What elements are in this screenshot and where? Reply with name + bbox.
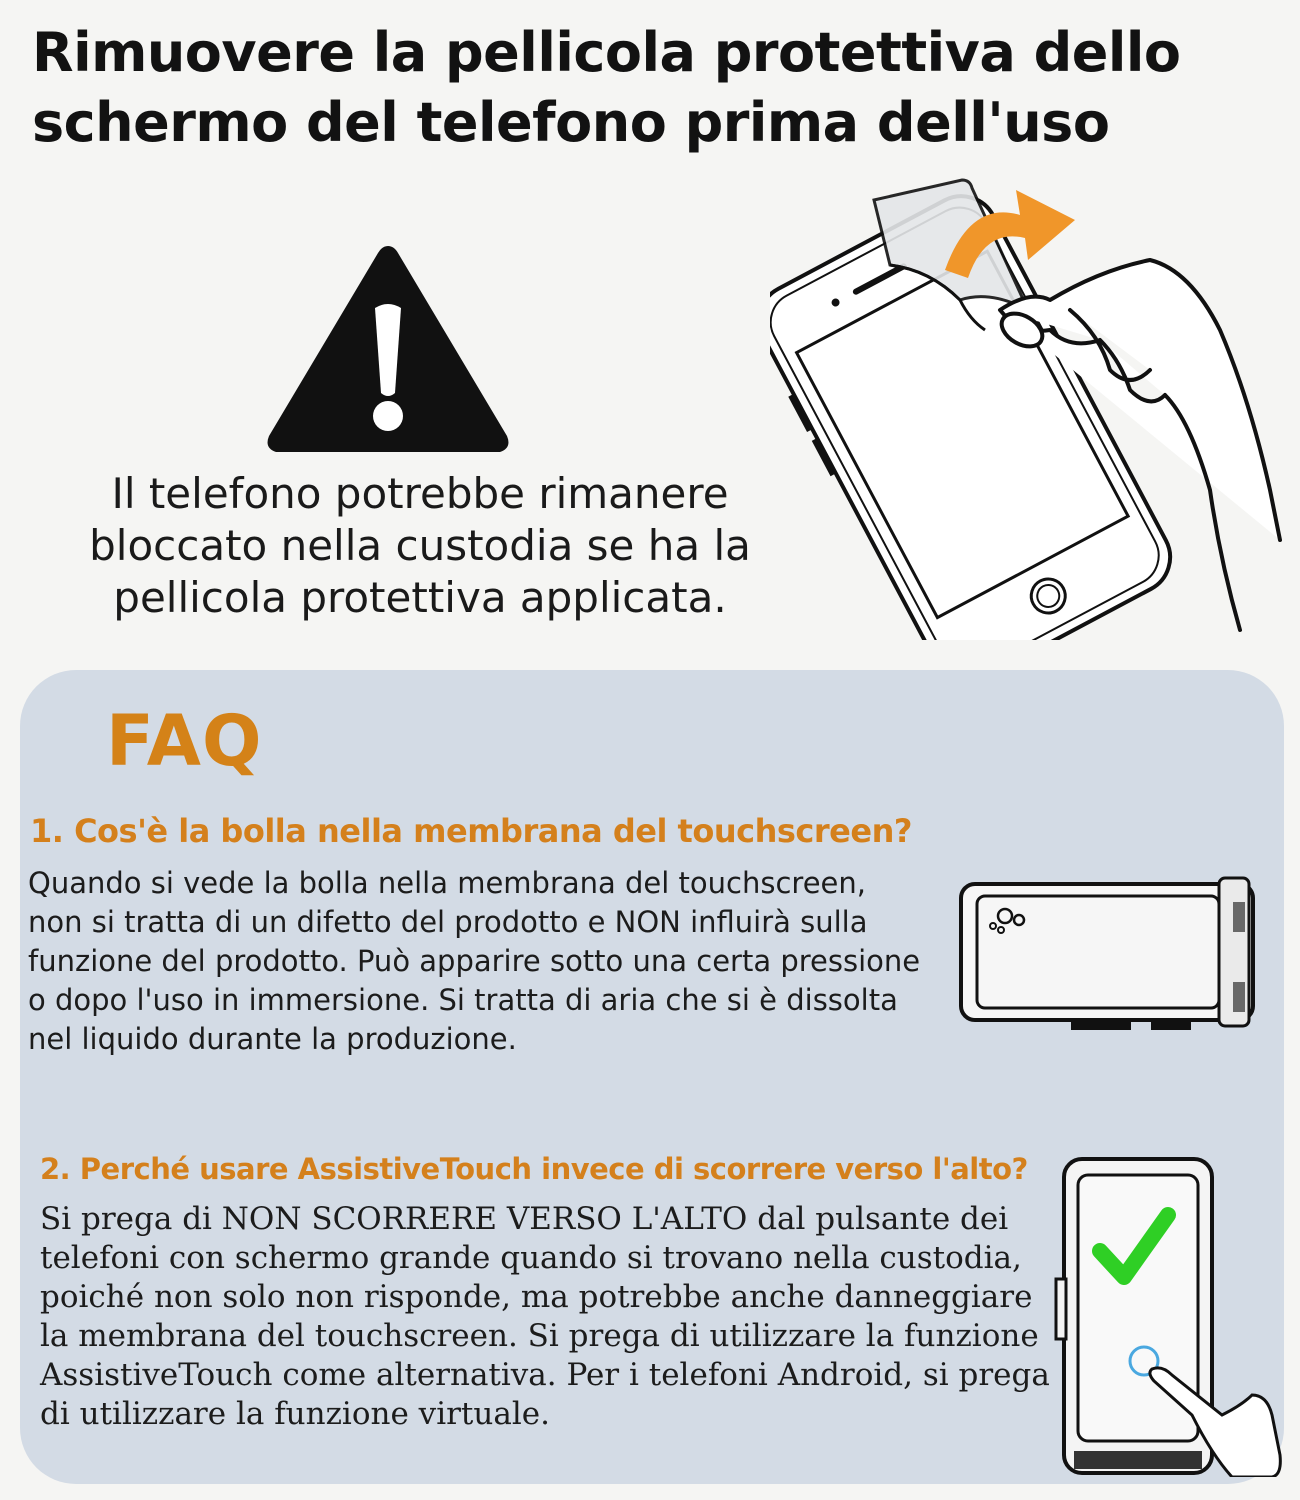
warning-message: Il telefono potrebbe rimanere bloccato nella custodia se ha la pellicola protettiva applicata. <box>89 469 751 622</box>
faq-question-1: 1. Cos'è la bolla nella membrana del touchscreen? <box>30 812 912 850</box>
faq-question-2: 2. Perché usare AssistiveTouch invece di scorrere verso l'alto? <box>40 1152 1028 1186</box>
page-title: Rimuovere la pellicola protettiva dello schermo del telefono prima dell'uso <box>32 21 1181 154</box>
warning-triangle-icon <box>262 238 514 460</box>
faq-answer-1: Quando si vede la bolla nella membrana del touchscreen, non si tratta di un difetto del prodotto e NON influirà sulla funzione del prodotto. Può apparire sotto una certa pressione o dopo l'uso in immersione. Si tratta di aria che si è dissolta nel liquido durante la produzione. <box>28 866 921 1056</box>
faq-answer-2: Si prega di NON SCORRERE VERSO L'ALTO dal pulsante dei telefoni con schermo grande quando si trovano nella custodia, poiché non solo non risponde, ma potrebbe anche danneggiare la membrana del touchscreen. Si prega di utilizzare la funzione AssistiveTouch come alternativa. Per i telefoni Android, si prega di utilizzare la funzione virtuale. <box>40 1201 1050 1432</box>
phone-film-peel-illustration <box>770 160 1300 640</box>
assistive-touch-illustration <box>1052 1155 1284 1477</box>
faq-heading: FAQ <box>106 700 263 782</box>
waterproof-case-illustration <box>955 872 1265 1032</box>
